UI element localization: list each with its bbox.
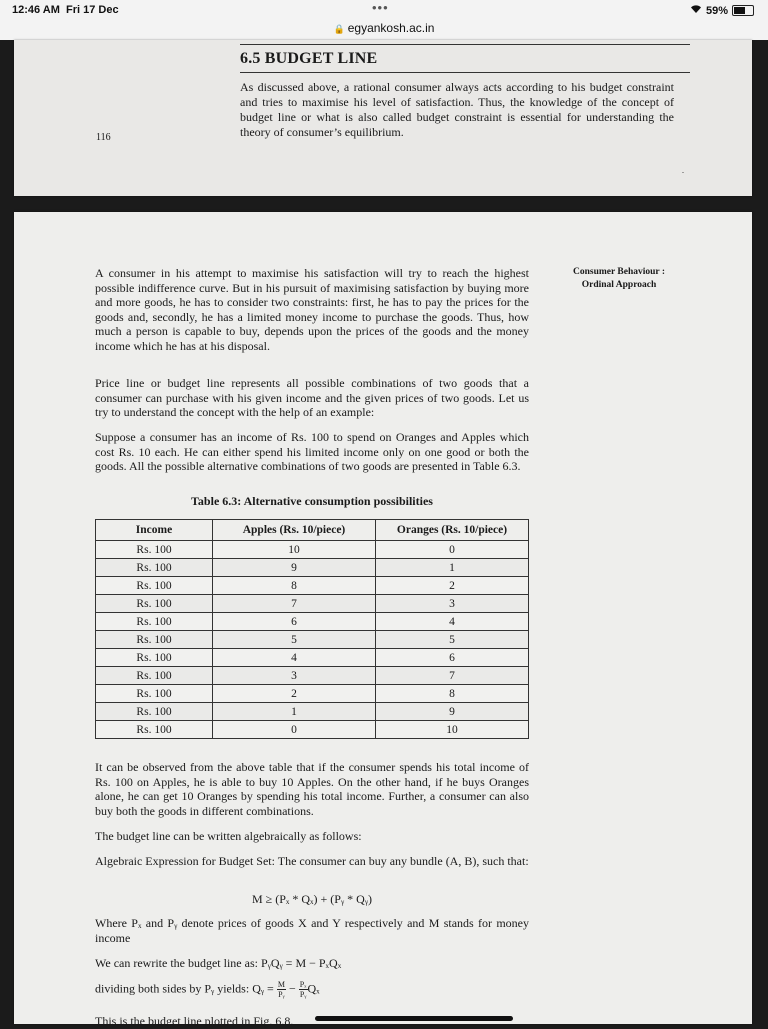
table-row (96, 595, 529, 613)
fraction-numerator: M (277, 980, 285, 989)
table-cell: 6 (376, 649, 529, 667)
table-cell: 3 (376, 595, 529, 613)
divider (240, 72, 690, 73)
fraction (277, 980, 286, 999)
margin-heading-line: Ordinal Approach (581, 280, 657, 290)
paragraph: Algebraic Expression for Budget Set: The consumer can buy any bundle (A, B), such that: (95, 854, 529, 868)
table-row (96, 631, 529, 649)
table-row (96, 721, 529, 739)
section-title: 6.5 BUDGET LINE (240, 50, 378, 67)
page-mark: . (682, 166, 684, 175)
table-cell: 8 (213, 577, 376, 595)
table-row (96, 685, 529, 703)
column-header: Oranges (Rs. 10/piece) (376, 520, 529, 541)
battery-percent: 59% (705, 4, 728, 17)
table-cell: 5 (376, 631, 529, 649)
page-number: 116 (96, 132, 111, 143)
section-paragraph: As discussed above, a rational consumer always acts according to his budget constraint and tries to maximise his level of satisfaction. Thus, the knowledge of the concept of budget line or what is also called budget constraint is essential for understanding the theory of consumer’s equilibrium. (240, 80, 674, 139)
table-cell: Rs. 100 (96, 595, 213, 613)
document-page-top (14, 40, 752, 196)
table-cell: Rs. 100 (96, 541, 213, 559)
table-cell: 0 (376, 541, 529, 559)
consumption-table (95, 519, 529, 739)
table-cell: 2 (213, 685, 376, 703)
table-cell: Rs. 100 (96, 721, 213, 739)
table-cell: 6 (213, 613, 376, 631)
table-row (96, 541, 529, 559)
table-cell: Rs. 100 (96, 667, 213, 685)
table-cell: 10 (376, 721, 529, 739)
paragraph: This is the budget line plotted in Fig. 6.8. (95, 1014, 294, 1028)
rewrite-equation: PᵧQᵧ = M − PₓQₓ (260, 956, 342, 970)
dividing-text: dividing both sides by Pᵧ yields: (95, 981, 253, 996)
table-header-row (96, 520, 529, 541)
table-cell: Rs. 100 (96, 685, 213, 703)
table-cell: 4 (376, 613, 529, 631)
margin-heading (554, 266, 684, 292)
budget-formula: M ≥ (Pₓ * Qₓ) + (Pᵧ * Qᵧ) (251, 892, 372, 906)
table-row (96, 559, 529, 577)
table-row (96, 649, 529, 667)
table-cell: Rs. 100 (96, 577, 213, 595)
status-date: Fri 17 Dec (66, 4, 119, 16)
status-bar (0, 0, 768, 40)
table-row (96, 667, 529, 685)
rewrite-line (95, 956, 529, 971)
home-indicator[interactable] (315, 1016, 513, 1021)
url-bar[interactable] (0, 21, 768, 35)
table-cell: Rs. 100 (96, 559, 213, 577)
battery-icon (732, 5, 754, 16)
table-cell: 9 (376, 703, 529, 721)
document-page-main (14, 212, 752, 1028)
paragraph: Price line or budget line represents all possible combinations of two goods that a consumer can purchase with his given income and the given prices of two goods. Let us try to understand the concept with the help of an example: (95, 376, 529, 419)
column-header: Apples (Rs. 10/piece) (213, 520, 376, 541)
table-cell: 2 (376, 577, 529, 595)
table-row (96, 577, 529, 595)
table-cell: 1 (376, 559, 529, 577)
table-cell: 3 (213, 667, 376, 685)
table-cell: Rs. 100 (96, 649, 213, 667)
table-cell: Rs. 100 (96, 631, 213, 649)
paragraph: The budget line can be written algebraically as follows: (95, 829, 362, 843)
minus-sign: − (285, 981, 299, 996)
rewrite-text: We can rewrite the budget line as: (95, 956, 261, 970)
table-cell: 0 (213, 721, 376, 739)
fraction-denominator: Pᵧ (299, 990, 307, 999)
dividing-line (95, 980, 529, 999)
paragraph: It can be observed from the above table that if the consumer spends his total income of Rs. 100 on Apples, he is able to buy 10 Apples. On the other hand, if he buys Oranges alone, he can get 10 Oranges by spending his total income. Further, a consumer can also buy both the goods in different combinations. (95, 760, 529, 818)
table-cell: 7 (376, 667, 529, 685)
table-cell: Rs. 100 (96, 613, 213, 631)
wifi-icon (690, 4, 702, 17)
table-cell: 8 (376, 685, 529, 703)
multitasking-dots[interactable]: ••• (372, 0, 389, 15)
table-cell: 9 (213, 559, 376, 577)
url-text: egyankosh.ac.in (347, 21, 435, 35)
table-cell: Rs. 100 (96, 703, 213, 721)
equation-lhs: Qᵧ = (252, 981, 277, 996)
table-cell: 4 (213, 649, 376, 667)
table-cell: 7 (213, 595, 376, 613)
margin-heading-line: Consumer Behaviour : (572, 267, 666, 277)
paragraph: Suppose a consumer has an income of Rs. 100 to spend on Oranges and Apples which cost Rs. 10 each. He can either spend his limited income only on one good or both the goods. All the possible alternative combinations of two goods are presented in Table 6.3. (95, 430, 529, 473)
table-row (96, 703, 529, 721)
table-row (96, 613, 529, 631)
fraction-denominator: Pᵧ (278, 990, 285, 999)
equation-tail: Qₓ (307, 981, 320, 996)
status-right (690, 4, 754, 17)
lock-icon: 🔒 (333, 24, 345, 34)
divider (240, 44, 690, 45)
status-time: 12:46 AM Fri 17 Dec (12, 4, 119, 16)
paragraph: Where Pₓ and Pᵧ denote prices of goods X and Y respectively and M stands for money income (95, 916, 529, 945)
fraction-numerator: Pₓ (299, 980, 307, 989)
table-caption: Table 6.3: Alternative consumption possibilities (191, 494, 433, 508)
fraction (299, 980, 308, 999)
paragraph: A consumer in his attempt to maximise his satisfaction will try to reach the highest possible indifference curve. But in his pursuit of maximising satisfaction by buying more and more goods, he has to consider two constraints: first, he has to pay the prices for the goods and, secondly, he has a limited money income to purchase the goods. Thus, how much a person is capable to buy, depends upon the prices of the goods and the money income which he has at his disposal. (95, 266, 529, 353)
table-cell: 5 (213, 631, 376, 649)
column-header: Income (96, 520, 213, 541)
table-cell: 10 (213, 541, 376, 559)
table-cell: 1 (213, 703, 376, 721)
